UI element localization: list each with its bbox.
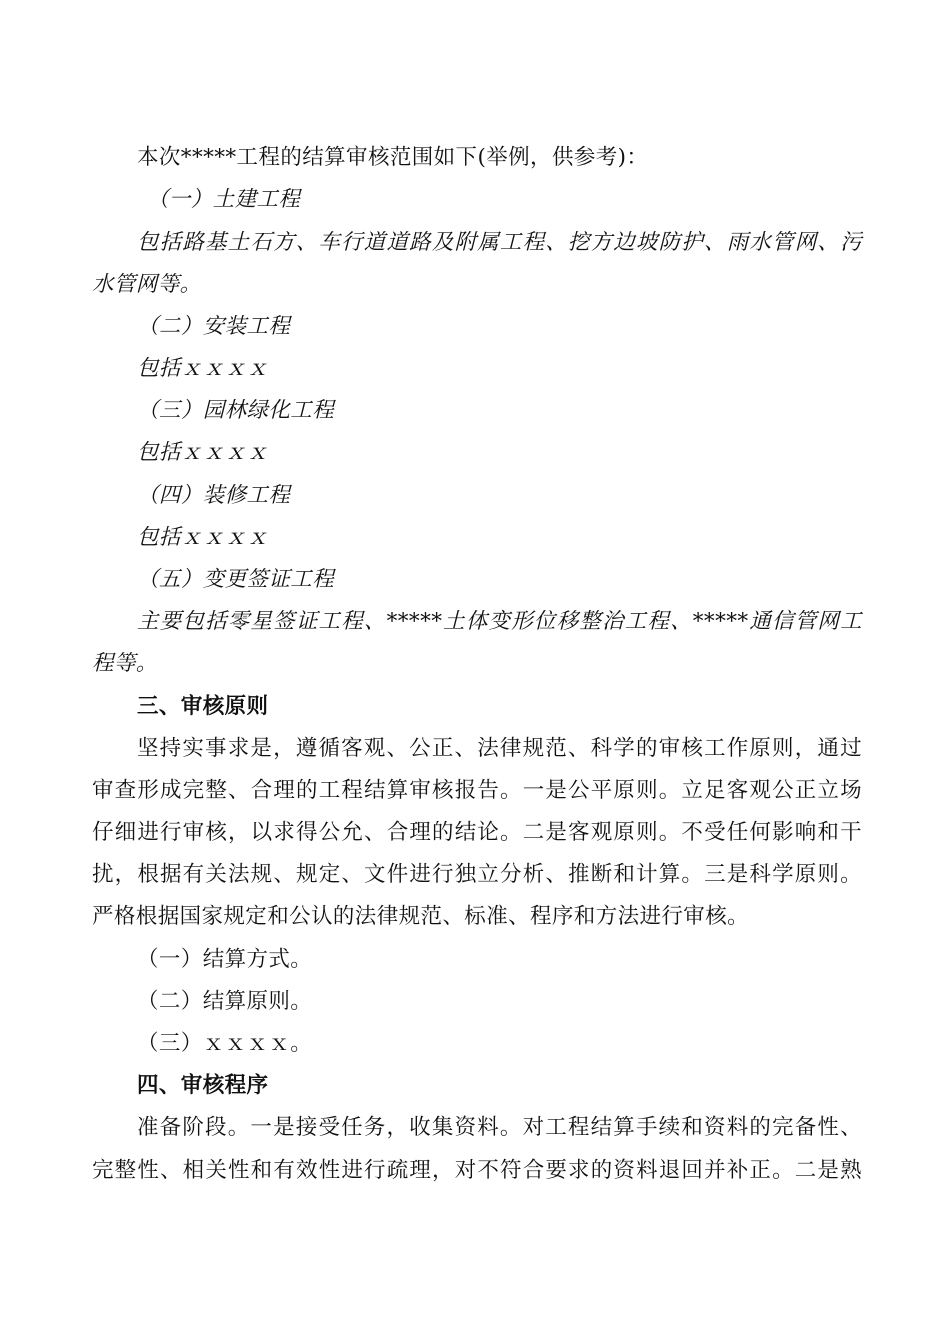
section-variation-heading: （五）变更签证工程 bbox=[137, 567, 335, 592]
section-civil-heading: （一）土建工程 bbox=[147, 187, 301, 212]
scope-intro: 本次*****工程的结算审核范围如下(举例，供参考)： bbox=[137, 145, 649, 170]
decoration-desc: 包括ｘｘｘｘ bbox=[137, 525, 269, 550]
variation-desc-line-1: 主要包括零星签证工程、*****土体变形位移整治工程、*****通信管网工 bbox=[137, 609, 862, 634]
civil-desc-line-1: 包括路基土石方、车行道道路及附属工程、挖方边坡防护、雨水管网、污 bbox=[137, 230, 862, 255]
principles-para-line-5: 严格根据国家规定和公认的法律规范、标准、程序和方法进行审核。 bbox=[92, 904, 750, 929]
section-landscape-heading: （三）园林绿化工程 bbox=[137, 398, 335, 423]
settlement-principle-item: （二）结算原则。 bbox=[137, 989, 313, 1014]
heading-audit-procedure: 四、审核程序 bbox=[137, 1073, 269, 1098]
procedure-para-line-2: 完整性、相关性和有效性进行疏理，对不符合要求的资料退回并补正。二是熟 bbox=[92, 1158, 862, 1183]
install-desc: 包括ｘｘｘｘ bbox=[137, 356, 269, 381]
procedure-para-line-1: 准备阶段。一是接受任务，收集资料。对工程结算手续和资料的完备性、 bbox=[137, 1115, 862, 1140]
variation-desc-line-2: 程等。 bbox=[92, 651, 158, 676]
principles-para-line-1: 坚持实事求是，遵循客观、公正、法律规范、科学的审核工作原则，通过 bbox=[137, 736, 862, 761]
settlement-method-item: （一）结算方式。 bbox=[137, 947, 313, 972]
principles-para-line-2: 审查形成完整、合理的工程结算审核报告。一是公平原则。立足客观公正立场 bbox=[92, 778, 862, 803]
section-decoration-heading: （四）装修工程 bbox=[137, 483, 291, 508]
principles-para-line-4: 扰，根据有关法规、规定、文件进行独立分析、推断和计算。三是科学原则。 bbox=[92, 862, 862, 887]
heading-audit-principles: 三、审核原则 bbox=[137, 694, 269, 719]
landscape-desc: 包括ｘｘｘｘ bbox=[137, 440, 269, 465]
civil-desc-line-2: 水管网等。 bbox=[92, 272, 202, 297]
settlement-other-item: （三）ｘｘｘｘ。 bbox=[137, 1031, 313, 1056]
section-install-heading: （二）安装工程 bbox=[137, 314, 291, 339]
principles-para-line-3: 仔细进行审核，以求得公允、合理的结论。二是客观原则。不受任何影响和干 bbox=[92, 820, 862, 845]
